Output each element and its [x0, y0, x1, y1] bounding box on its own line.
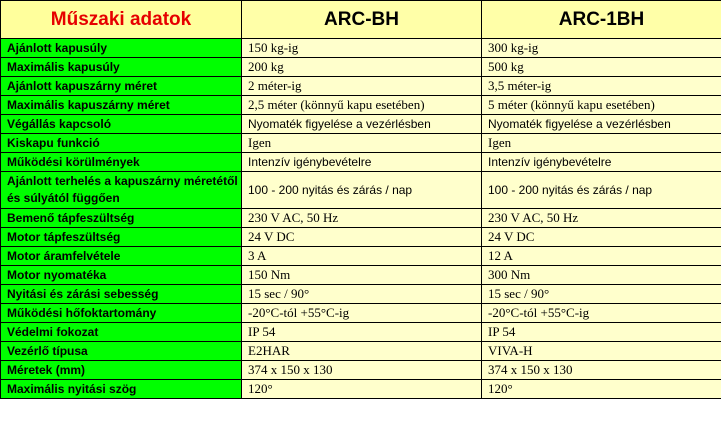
spec-value-arc-1bh: 3,5 méter-ig	[482, 77, 721, 96]
table-row	[1, 323, 721, 342]
spec-value-arc-bh: 2 méter-ig	[242, 77, 482, 96]
spec-value-arc-1bh: 300 Nm	[482, 266, 721, 285]
spec-label: Bemenő tápfeszültség	[1, 209, 242, 228]
spec-value-arc-bh: IP 54	[242, 323, 482, 342]
table-row	[1, 58, 721, 77]
table-row	[1, 172, 721, 209]
spec-value-arc-1bh: -20°C-tól +55°C-ig	[482, 304, 721, 323]
spec-label: Motor áramfelvétele	[1, 247, 242, 266]
table-row	[1, 115, 721, 134]
spec-value-arc-1bh: 15 sec / 90°	[482, 285, 721, 304]
spec-label: Vezérlő típusa	[1, 342, 242, 361]
table-row	[1, 153, 721, 172]
model-header-arc-1bh: ARC-1BH	[482, 1, 721, 39]
spec-value-arc-bh: Nyomaték figyelése a vezérlésben	[242, 115, 482, 134]
spec-value-arc-1bh: 300 kg-ig	[482, 39, 721, 58]
table-row	[1, 96, 721, 115]
table-row	[1, 209, 721, 228]
spec-value-arc-bh: 200 kg	[242, 58, 482, 77]
spec-value-arc-bh: 24 V DC	[242, 228, 482, 247]
spec-value-arc-1bh: 100 - 200 nyitás és zárás / nap	[482, 172, 721, 209]
table-row	[1, 304, 721, 323]
table-row	[1, 39, 721, 58]
spec-label: Maximális kapusúly	[1, 58, 242, 77]
spec-label: Ajánlott kapuszárny méret	[1, 77, 242, 96]
spec-value-arc-bh: 150 kg-ig	[242, 39, 482, 58]
table-row	[1, 380, 721, 399]
table-title: Műszaki adatok	[1, 1, 242, 39]
spec-value-arc-bh: 2,5 méter (könnyű kapu esetében)	[242, 96, 482, 115]
spec-value-arc-bh: 120°	[242, 380, 482, 399]
spec-value-arc-1bh: VIVA-H	[482, 342, 721, 361]
spec-label: Védelmi fokozat	[1, 323, 242, 342]
table-row	[1, 361, 721, 380]
spec-value-arc-1bh: IP 54	[482, 323, 721, 342]
spec-value-arc-bh: 100 - 200 nyitás és zárás / nap	[242, 172, 482, 209]
spec-label: Méretek (mm)	[1, 361, 242, 380]
spec-label: Maximális kapuszárny méret	[1, 96, 242, 115]
model-header-arc-bh: ARC-BH	[242, 1, 482, 39]
spec-label: Működési körülmények	[1, 153, 242, 172]
spec-label: Kiskapu funkció	[1, 134, 242, 153]
spec-label: Ajánlott kapusúly	[1, 39, 242, 58]
table-row	[1, 285, 721, 304]
spec-label: Ajánlott terhelés a kapuszárny méretétől és súlyától függően	[1, 172, 242, 209]
spec-value-arc-1bh: Igen	[482, 134, 721, 153]
spec-label: Végállás kapcsoló	[1, 115, 242, 134]
spec-value-arc-bh: 374 x 150 x 130	[242, 361, 482, 380]
spec-value-arc-bh: Igen	[242, 134, 482, 153]
spec-value-arc-1bh: Nyomaték figyelése a vezérlésben	[482, 115, 721, 134]
table-row	[1, 228, 721, 247]
spec-label: Motor nyomatéka	[1, 266, 242, 285]
spec-value-arc-bh: 230 V AC, 50 Hz	[242, 209, 482, 228]
table-row	[1, 266, 721, 285]
table-row	[1, 77, 721, 96]
table-row	[1, 342, 721, 361]
spec-value-arc-bh: -20°C-tól +55°C-ig	[242, 304, 482, 323]
spec-value-arc-1bh: Intenzív igénybevételre	[482, 153, 721, 172]
spec-value-arc-bh: 150 Nm	[242, 266, 482, 285]
spec-value-arc-bh: E2HAR	[242, 342, 482, 361]
spec-value-arc-bh: Intenzív igénybevételre	[242, 153, 482, 172]
spec-value-arc-1bh: 230 V AC, 50 Hz	[482, 209, 721, 228]
spec-value-arc-bh: 15 sec / 90°	[242, 285, 482, 304]
spec-label: Működési hőfoktartomány	[1, 304, 242, 323]
spec-value-arc-1bh: 500 kg	[482, 58, 721, 77]
table-row	[1, 247, 721, 266]
spec-value-arc-1bh: 24 V DC	[482, 228, 721, 247]
header-row	[1, 1, 721, 39]
spec-label: Motor tápfeszültség	[1, 228, 242, 247]
spec-value-arc-1bh: 12 A	[482, 247, 721, 266]
spec-value-arc-1bh: 374 x 150 x 130	[482, 361, 721, 380]
spec-label: Maximális nyitási szög	[1, 380, 242, 399]
table-row	[1, 134, 721, 153]
spec-value-arc-bh: 3 A	[242, 247, 482, 266]
spec-value-arc-1bh: 120°	[482, 380, 721, 399]
spec-label: Nyitási és zárási sebesség	[1, 285, 242, 304]
spec-value-arc-1bh: 5 méter (könnyű kapu esetében)	[482, 96, 721, 115]
